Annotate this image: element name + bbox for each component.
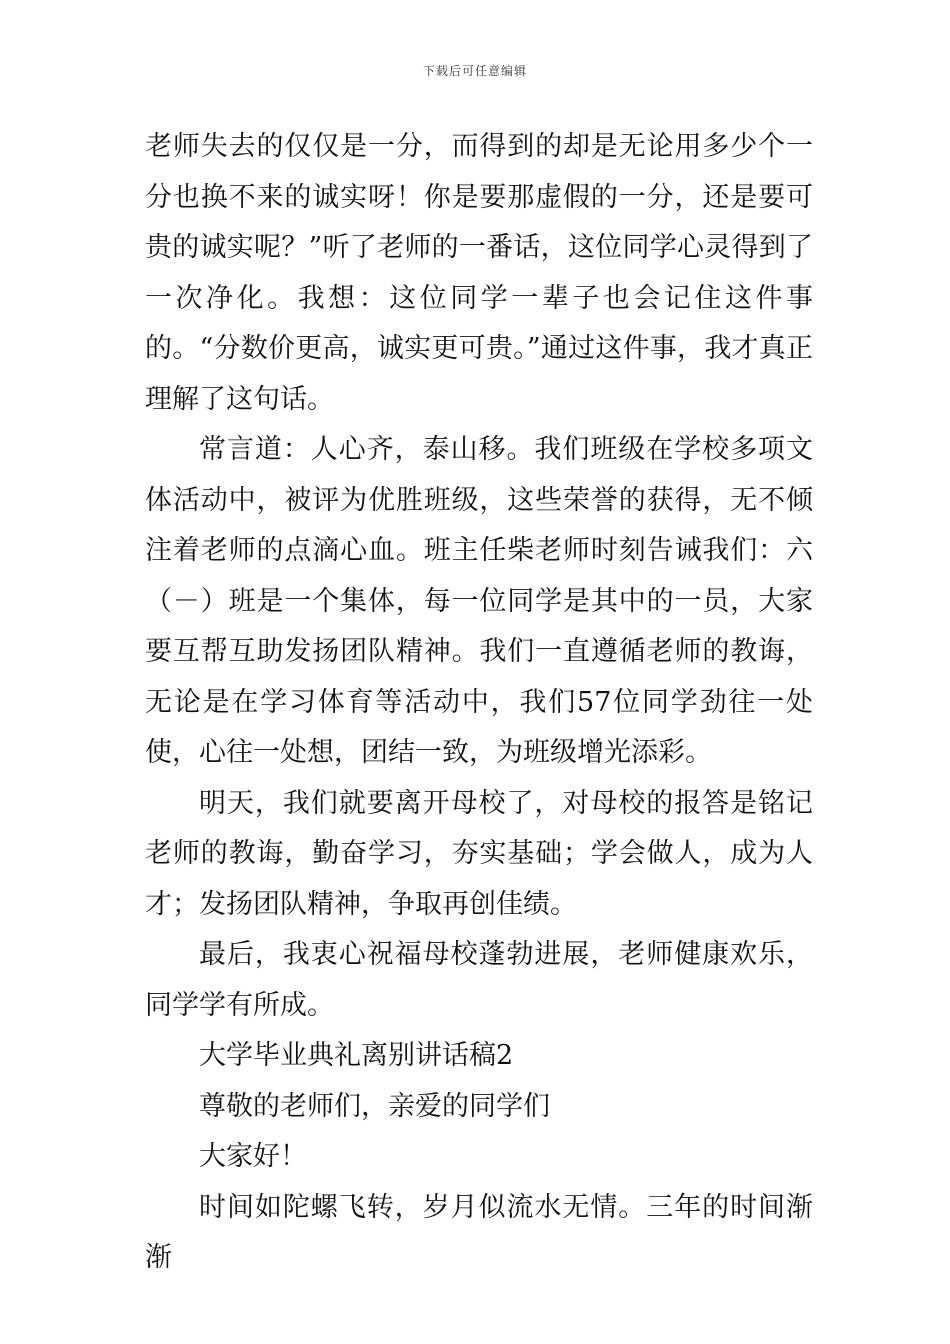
page-header: 下载后可任意编辑 [422, 64, 527, 78]
paragraph: 时间如陀螺飞转，岁月似流水无情。三年的时间渐渐 [145, 1191, 813, 1273]
speech-title: 大学毕业典礼离别讲话稿2 [199, 1040, 514, 1071]
paragraph: 老师失去的仅仅是一分，而得到的却是无论用多少个一分也换不来的诚实呀！你是要那虚假的一分，还是要可贵的诚实呢？”听了老师的一番话，这位同学心灵得到了一次净化。我想：这位同学一辈子也会记住这件事的。“分数价更高，诚实更可贵。”通过这件事，我才真正理解了这句话。 [145, 131, 813, 415]
paragraph: 常言道：人心齐，泰山移。我们班级在学校多项文体活动中，被评为优胜班级，这些荣誉的获得，无不倾注着老师的点滴心血。班主任柴老师时刻告诫我们：六（－）班是一个集体，每一位同学是其中的一员，大家要互帮互助发扬团队精神。我们一直遵循老师的教诲，无论是在学习体育等活动中，我们57位同学劲往一处使，心往一处想，团结一致，为班级增光添彩。 [145, 434, 813, 768]
greeting: 大家好！ [199, 1141, 307, 1172]
document-body [145, 122, 813, 1284]
paragraph: 明天，我们就要离开母校了，对母校的报答是铭记老师的教诲，勤奋学习，夯实基础；学会做人，成为人才；发扬团队精神，争取再创佳绩。 [145, 787, 813, 920]
paragraph: 最后，我衷心祝福母校蓬勃进展，老师健康欢乐，同学学有所成。 [145, 939, 813, 1021]
salutation: 尊敬的老师们，亲爱的同学们 [199, 1090, 550, 1122]
